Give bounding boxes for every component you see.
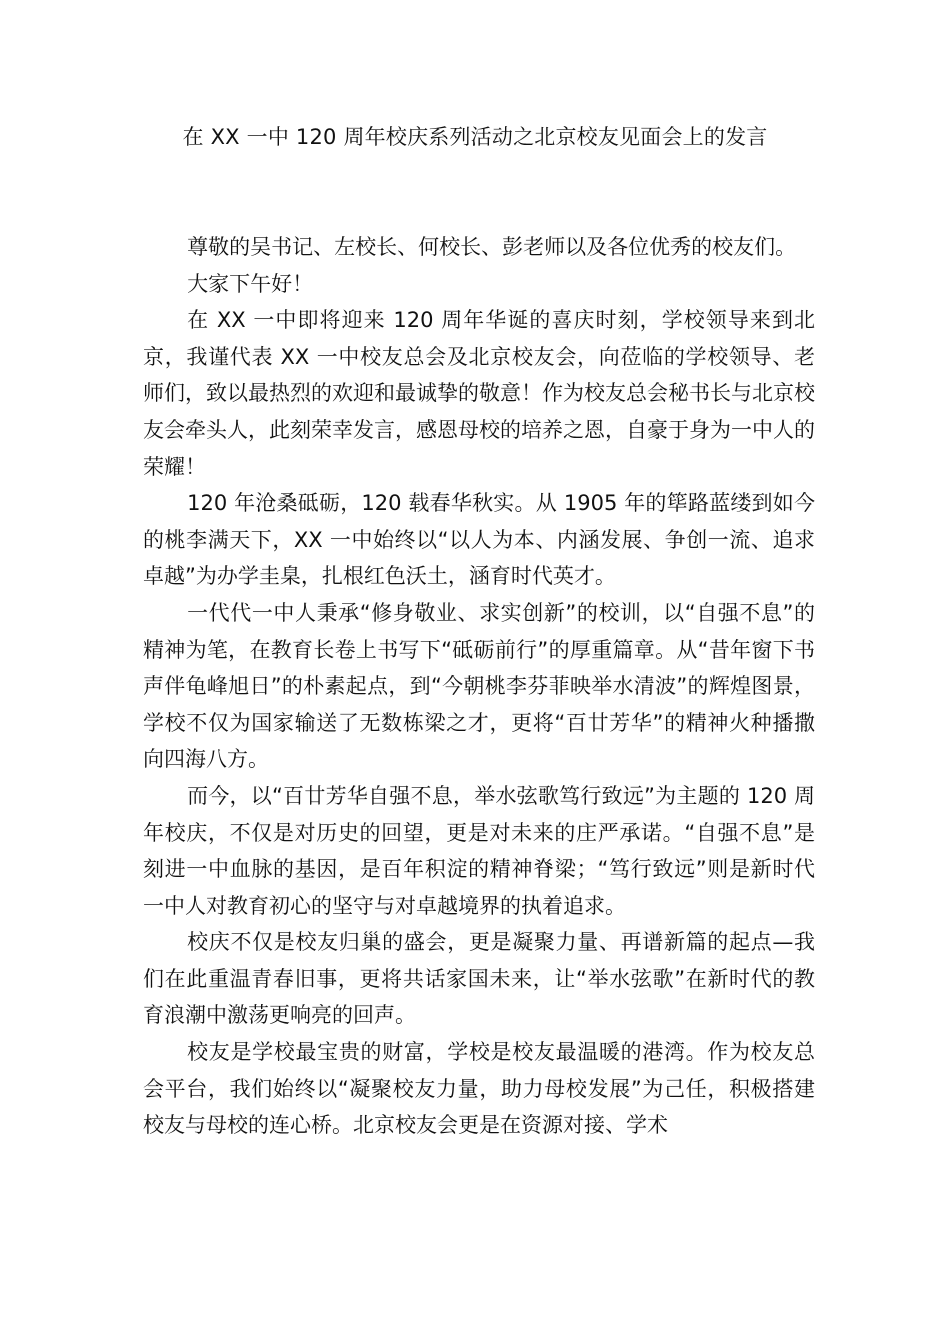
document-title: 在 XX 一中 120 周年校庆系列活动之北京校友见面会上的发言 bbox=[182, 125, 768, 149]
paragraph-motto: 一代代一中人秉承“修身敬业、求实创新”的校训，以“自强不息”的精神为笔，在教育长卷上书写下“砥砺前行”的厚重篇章。从“昔年窗下书声伴龟峰旭日”的朴素起点，到“今朝桃李芬菲映举水清波”的辉煌图景，学校不仅为国家输送了无数栋梁之才，更将“百廿芳华”的精神火种播撒向四海八方。 bbox=[143, 600, 815, 772]
document-body bbox=[143, 229, 815, 1144]
paragraph-greeting: 大家下午好！ bbox=[187, 271, 314, 296]
paragraph-reunion: 校庆不仅是校友归巢的盛会，更是凝聚力量、再谱新篇的起点—我们在此重温青春旧事，更将共话家国未来，让“举水弦歌”在新时代的教育浪潮中激荡更响亮的回声。 bbox=[143, 930, 815, 1028]
paragraph-alumni: 校友是学校最宝贵的财富，学校是校友最温暖的港湾。作为校友总会平台，我们始终以“凝聚校友力量，助力母校发展”为己任，积极搭建校友与母校的连心桥。北京校友会更是在资源对接、学术 bbox=[143, 1040, 815, 1138]
paragraph-anniversary-theme: 而今，以“百廿芳华自强不息，举水弦歌笃行致远”为主题的 120 周年校庆，不仅是对历史的回望，更是对未来的庄严承诺。“自强不息”是刻进一中血脉的基因，是百年积淀的精神脊梁；“笃行致远”则是新时代一中人对教育初心的坚守与对卓越境界的执着追求。 bbox=[143, 783, 815, 918]
paragraph-welcome: 在 XX 一中即将迎来 120 周年华诞的喜庆时刻，学校领导来到北京，我谨代表 XX 一中校友总会及北京校友会，向莅临的学校领导、老师们，致以最热烈的欢迎和最诚挚的敬意！作为校友总会秘书长与北京校友会牵头人，此刻荣幸发言，感恩母校的培养之恩，自豪于身为一中人的荣耀！ bbox=[143, 308, 815, 479]
paragraph-salutation: 尊敬的吴书记、左校长、何校长、彭老师以及各位优秀的校友们。 bbox=[187, 235, 797, 259]
paragraph-history: 120 年沧桑砥砺，120 载春华秋实。从 1905 年的筚路蓝缕到如今的桃李满天下，XX 一中始终以“以人为本、内涵发展、争创一流、追求卓越”为办学圭臬，扎根红色沃土，涵育时代英才。 bbox=[143, 491, 815, 589]
